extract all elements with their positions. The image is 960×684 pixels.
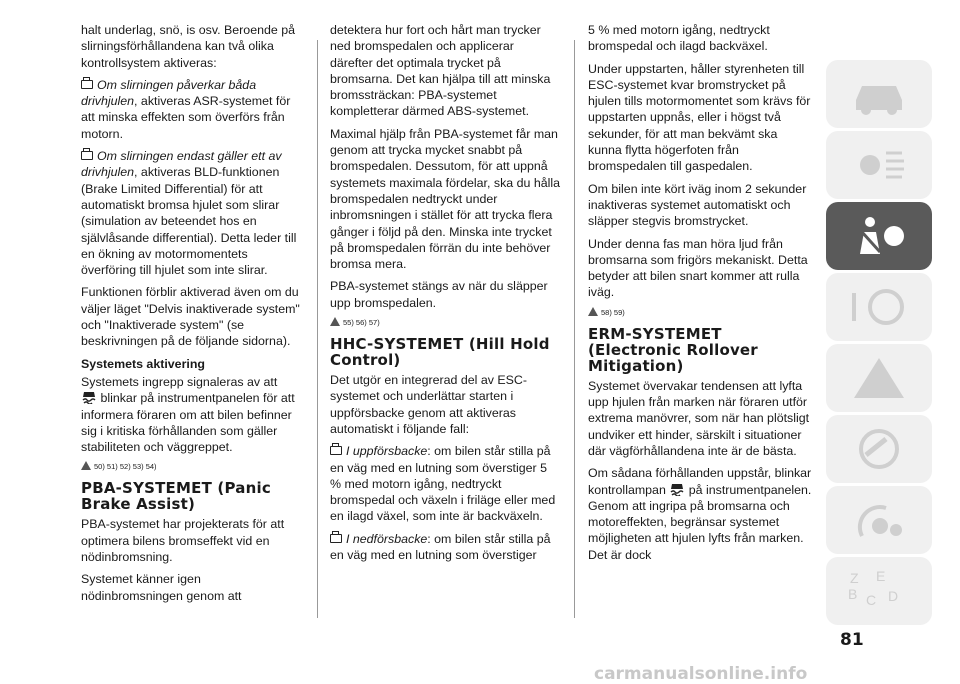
svg-text:C: C <box>866 592 877 608</box>
paragraph: Systemet känner igen nödinbromsningen genom att <box>81 572 242 603</box>
bullet-item: Om slirningen endast gäller ett av drivhjulen, aktiveras BLD-funktionen (Brake Limited Differential) för att automatiskt bromsa hjulet som slirar (simulation av beteendet hos en självlåsande differential). Detta leder till en ökning av motormomentets överföring till hjulet som inte slirar. <box>81 149 297 278</box>
lights-tab[interactable] <box>826 131 932 199</box>
warning-triangle-icon <box>588 307 598 316</box>
car-tab[interactable] <box>826 60 932 128</box>
bullet-item: I uppförsbacke: om bilen står stilla på en väg med en lutning som överstiger 5 % med motorn igång, nedtryckt bromspedal och växeln i friläge eller med en ilagd växel, som inte är backväxeln. <box>330 444 556 524</box>
page-number: 81 <box>840 630 864 650</box>
warning-light-icon <box>846 354 912 402</box>
bullet-icon <box>330 534 342 543</box>
paragraph: PBA-systemet har projekterats för att optimera bilens bromseffekt vid en nödinbromsning. <box>81 517 285 565</box>
car-icon <box>846 70 912 118</box>
paragraph: Systemets ingrepp signaleras av att blinkar på instrumentpanelen för att informera föraren om att bilen befinner sig i kritiska förhållanden som gäller stabiliteten och väggreppet. <box>81 374 295 455</box>
paragraph: Maximal hjälp från PBA-systemet får man genom att trycka mycket snabbt på bromspedalen. Dessutom, för att uppnå systemets maximala fördelar, ska du hålla bromspedalen nedtryckt under inbromsningen i stället för att trycka flera gånger i följd på den. Minska inte trycket på bromspedalen förrän du inte behöver bromsa mera. <box>330 126 561 272</box>
warning-triangle-icon <box>330 317 340 326</box>
multimedia-tab[interactable] <box>826 486 932 554</box>
multimedia-icon <box>846 496 912 544</box>
warning-triangle-icon <box>81 461 91 470</box>
lights-icon <box>846 141 912 189</box>
paragraph: detektera hur fort och hårt man trycker ned bromspedalen och applicerar därefter det optimala trycket på bromsarna. Det kan hjälpa till att minska bromssträckan: PBA-systemet kompletterar därmed ABS-systemet. <box>330 23 551 119</box>
bullet-icon <box>330 446 342 455</box>
paragraph: 5 % med motorn igång, nedtryckt bromspedal och ilagd backväxel. <box>588 23 770 54</box>
svg-text:B: B <box>848 586 858 602</box>
warning-refs: 55) 56) 57) <box>330 317 560 328</box>
warning-refs: 50) 51) 52) 53) 54) <box>81 461 303 472</box>
safety-tab[interactable] <box>826 202 932 270</box>
seatbelt-airbag-icon <box>846 212 912 260</box>
bullet-item: Om slirningen påverkar båda drivhjulen, aktiveras ASR-systemet för att minska effekten som överförs från motorn. <box>81 77 291 141</box>
paragraph: PBA-systemet stängs av när du släpper upp bromspedalen. <box>330 279 548 310</box>
emergency-tab[interactable] <box>826 415 932 483</box>
paragraph: Funktionen förblir aktiverad även om du väljer läget "Delvis inaktiverade system" och "Inaktiverade system" (se beskrivningen på de följande sidorna). <box>81 285 300 349</box>
alphabet-index-icon <box>846 567 912 615</box>
column-1 <box>81 22 303 610</box>
column-3 <box>588 22 813 569</box>
section-heading: HHC-SYSTEMET (Hill Hold Control) <box>330 335 550 370</box>
watermark: carmanualsonline.info <box>594 664 808 684</box>
svg-text:E: E <box>876 568 886 584</box>
chapter-tabs <box>826 60 932 628</box>
paragraph: Det utgör en integrerad del av ESC-systemet och underlättar starten i uppförsbacke genom att aktiveras automatiskt i följande fall: <box>330 373 527 436</box>
svg-text:D: D <box>888 588 899 604</box>
paragraph: Om sådana förhållanden uppstår, blinkar kontrollampan på instrumentpanelen. Genom att ingripa på bromsarna och motoreffekten, begränsar systemet möjligheten att hjulen lyfts från marken. Det är dock <box>588 466 812 562</box>
paragraph: Under denna fas man höra ljud från bromsarna som frigörs mekaniskt. Detta betyder att bilen snart kommer att rulla iväg. <box>588 236 808 300</box>
paragraph: Om bilen inte kört iväg inom 2 sekunder inaktiveras systemet automatiskt och släpper stegvis bromstrycket. <box>588 181 807 229</box>
section-heading: ERM-SYSTEMET (Electronic Rollover Mitigation) <box>588 324 758 375</box>
esc-warning-icon <box>669 482 685 496</box>
subheading: Systemets aktivering <box>81 356 205 371</box>
column-divider <box>317 40 318 618</box>
column-2 <box>330 22 560 569</box>
steering-wheel-icon <box>846 283 912 331</box>
bullet-item: I nedförsbacke: om bilen står stilla på en väg med en lutning som överstiger <box>330 531 551 563</box>
esc-warning-icon <box>81 390 97 404</box>
starting-tab[interactable] <box>826 273 932 341</box>
warning-refs: 58) 59) <box>588 307 813 318</box>
paragraph: Systemet övervakar tendensen att lyfta upp hjulen från marken när föraren utför extrema manövrer, som när han plötsligt undviker ett hinder, särskilt i situationer där vägförhållandena inte är de bästa. <box>588 378 810 458</box>
paragraph: Under uppstarten, håller styrenheten till ESC-systemet kvar bromstrycket på hjulen tills motormomentet som krävs för uppstarten uppnås, eller i högst två sekunder, för att man bekvämt ska kunna flytta högerfoten från bromspedalen till gaspedalen. <box>588 61 811 174</box>
bullet-icon <box>81 80 93 89</box>
section-heading: PBA-SYSTEMET (Panic Brake Assist) <box>81 479 271 514</box>
svg-text:Z: Z <box>850 570 859 586</box>
paragraph: halt underlag, snö, is osv. Beroende på slirningsförhållandena kan två olika kontrollsystem aktiveras: <box>81 23 295 70</box>
warning-tab[interactable] <box>826 344 932 412</box>
column-divider <box>574 40 575 618</box>
bullet-icon <box>81 151 93 160</box>
index-tab[interactable] <box>826 557 932 625</box>
emergency-icon <box>846 425 912 473</box>
